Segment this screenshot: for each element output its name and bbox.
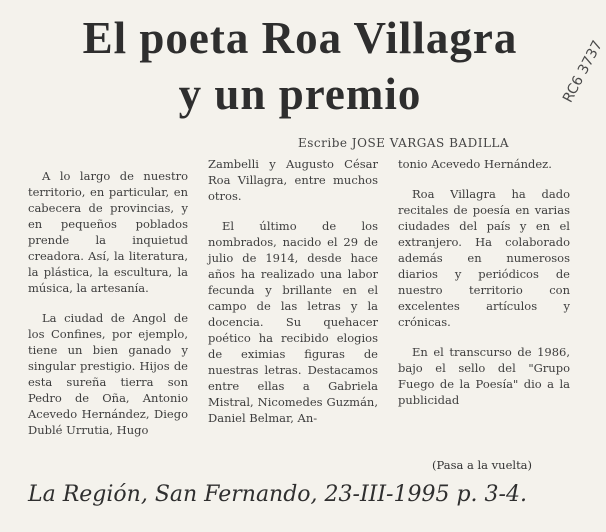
handwritten-source-note: La Región, San Fernando, 23-III-1995 p. 3-4.	[28, 482, 527, 507]
paragraph: tonio Acevedo Hernández.	[398, 157, 552, 171]
paragraph: En el transcurso de 1986, bajo el sello del "Grupo Fuego de la Poesía" dio a la publicidad	[398, 345, 570, 407]
article-title-line-1: El poeta Roa Villagra	[82, 13, 518, 63]
catalog-code: RC6 3737	[560, 38, 606, 106]
paragraph: El último de los nombrados, nacido el 29 de julio de 1914, desde hace años ha realizado una labor fecunda y brillante en el campo de las letras y la docencia. Su quehacer poético ha recibido elogios de eximias figuras de nuestras letras. Destacamos entre ellas a Gabriela Mistral, Nicomedes Guzmán, Daniel Belmar, An-	[208, 219, 378, 425]
article-title-line-2: y un premio	[178, 69, 422, 119]
paragraph: A lo largo de nuestro territorio, en particular, en cabecera de provincias, y en pequeños poblados prende la inquietud creadora. Así, la literatura, la plástica, la escultura, la música, la artesanía.	[28, 169, 188, 295]
paragraph: La ciudad de Angol de los Confines, por ejemplo, tiene un bien ganado y singular prestigio. Hijos de esta sureña tierra son Pedro de Oña, Antonio Acevedo Hernández, Diego Dublé Urrutia, Hugo	[28, 311, 188, 437]
paragraph: Zambelli y Augusto César Roa Villagra, entre muchos otros.	[208, 157, 378, 203]
continued-note: (Pasa a la vuelta)	[432, 458, 533, 472]
paragraph: Roa Villagra ha dado recitales de poesía en varias ciudades del país y en el extranjero. Ha colaborado además en numerosos diarios y periódicos de nuestro territorio con excelentes artículos y crónicas.	[398, 187, 570, 329]
column-3	[398, 156, 570, 422]
column-2	[208, 156, 378, 440]
byline: Escribe JOSE VARGAS BADILLA	[298, 136, 510, 150]
column-1	[28, 168, 188, 452]
